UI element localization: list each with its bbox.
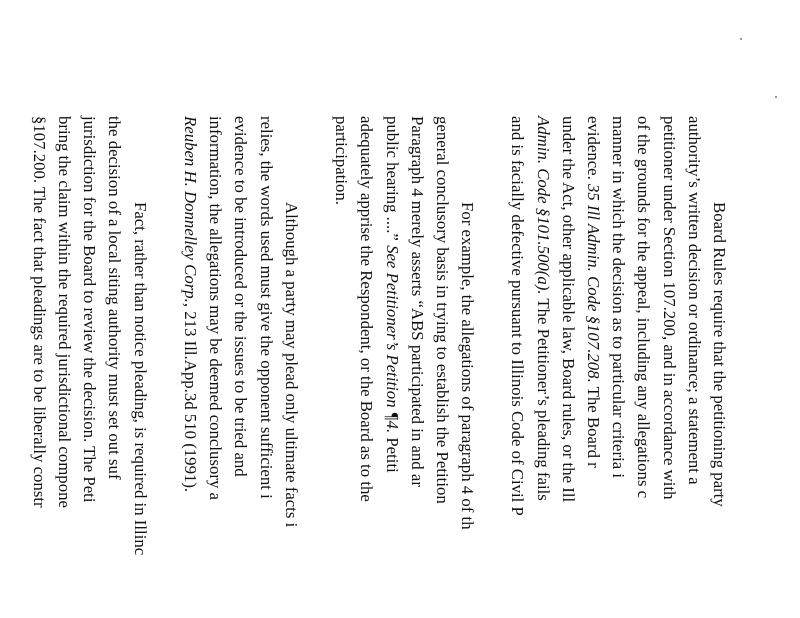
text-line [531,116,556,618]
text-line [77,116,102,618]
text-run: evidence. [584,116,604,185]
text-line [178,116,203,618]
text-run: The Board r [584,382,604,468]
paragraph [178,116,304,618]
text-line [656,116,681,618]
text-line [556,116,581,618]
text-line [102,116,127,618]
text-run: Paragraph 4 merely asserts “ABS participated in and ar [407,116,427,487]
text-line [455,116,480,618]
text-line [606,116,631,618]
text-run: jurisdiction for the Board to review the decision. The Peti [80,116,100,503]
rotated-text-block [27,116,732,618]
text-line [279,116,304,618]
text-run: relies, the words used must give the opponent sufficient i [256,116,276,499]
text-line [128,116,153,618]
paragraph [329,116,480,618]
text-run: petitioner under Section 107.200, and in accordance with [659,116,679,500]
text-run: authority’s written decision or ordinance; a statement a [684,116,704,485]
text-line [430,116,455,618]
paragraph-gap [304,116,329,618]
text-run: information, the allegations may be deemed conclusory a [206,116,226,500]
citation-text: Reuben H. Donnelley Corp. [181,116,201,303]
paragraph [505,116,732,618]
text-run: general conclusory basis in trying to establish the Petition [432,116,452,504]
text-run: evidence to be introduced or the issues to be tried and [231,116,251,477]
text-line [505,116,530,618]
text-line [581,116,606,618]
text-run: bring the claim within the required jurisdictional compone [55,116,75,508]
text-run: of the grounds for the appeal, including any allegations c [634,116,654,499]
text-line [707,116,732,618]
text-run: under the Act, other applicable law, Board rules, or the Ill [558,116,578,503]
text-line [203,116,228,618]
text-run: For example, the allegations of paragraph 4 of th [458,202,478,530]
text-run: public hearing ....” [382,116,402,246]
citation-text: 35 Ill Admin. Code §107.208. [584,184,604,383]
text-line [27,116,52,618]
citation-text: See Petitioner’s Petition ¶4. [382,245,402,434]
text-run: the decision of a local siting authority must set out suf [105,116,125,480]
text-line [682,116,707,618]
text-run: The Petitioner’s pleading fails [533,294,553,501]
text-line [329,116,354,618]
text-line [354,116,379,618]
text-line [631,116,656,618]
paragraph-gap [153,116,178,618]
scan-speck [775,96,777,98]
text-line [228,116,253,618]
text-run: Petiti [382,433,402,473]
paragraph [27,116,153,618]
text-run: Fact, rather than notice pleading, is required in Illinc [130,202,150,556]
text-run: , 213 Ill.App.3d 510 (1991). [181,302,201,493]
paragraph-gap [480,116,505,618]
text-run: Board Rules require that the petitioning party [710,202,729,507]
text-line [405,116,430,618]
text-run: manner in which the decision as to particular criteria i [609,116,629,479]
text-run: adequately apprise the Respondent, or the Board as to the [357,116,377,502]
citation-text: Admin. Code §101.500(a). [533,116,553,295]
text-run: Although a party may plead only ultimate facts i [281,202,301,528]
text-run: and is facially defective pursuant to Illinois Code of Civil P [508,116,528,516]
text-run: §107.200. The fact that pleadings are to be liberally constr [29,116,49,508]
text-line [253,116,278,618]
text-run: participation. [332,116,352,206]
text-line [52,116,77,618]
scan-speck [740,38,742,40]
text-line [379,116,404,618]
